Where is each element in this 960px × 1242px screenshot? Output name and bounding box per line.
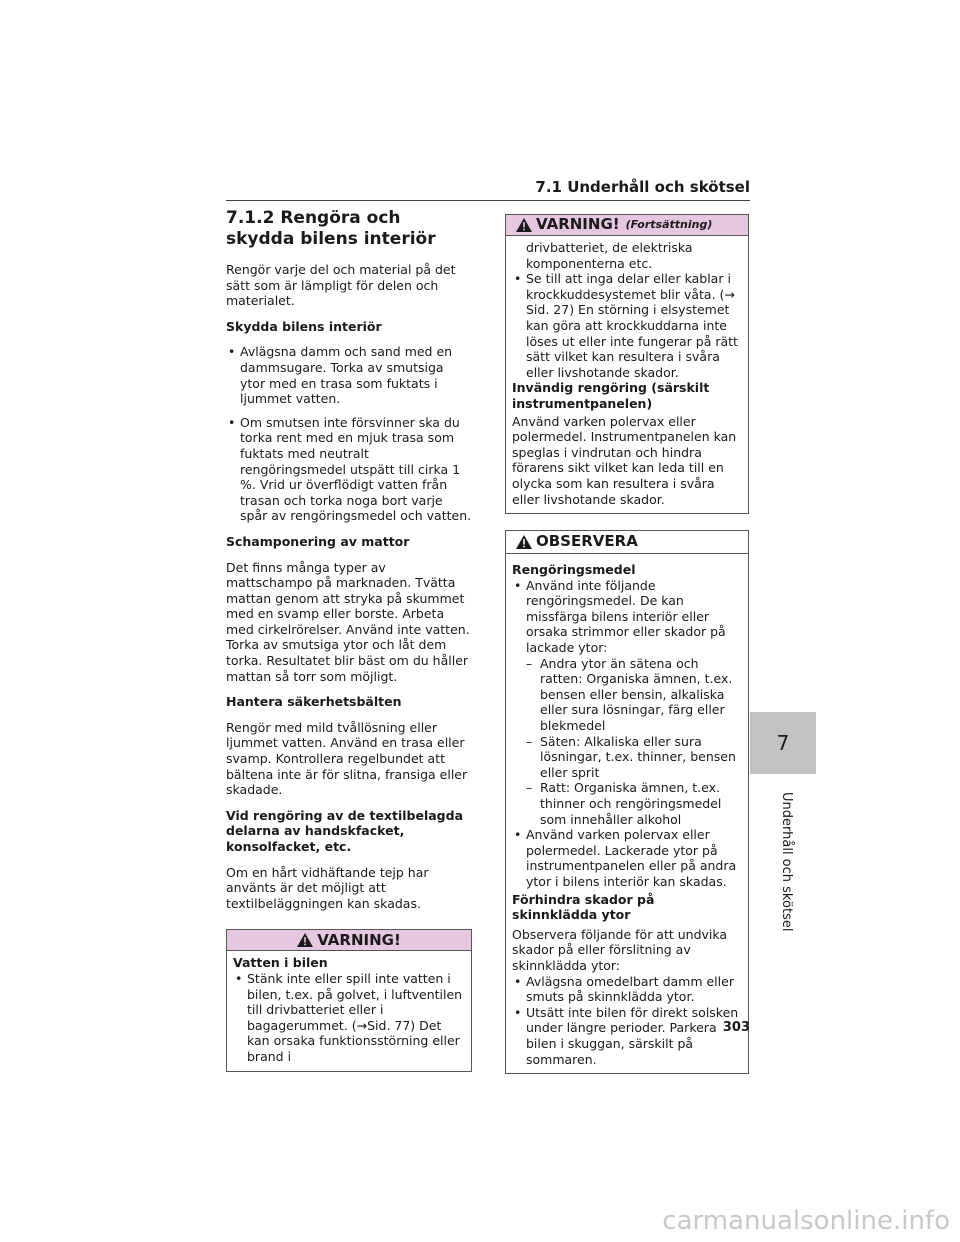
notice-box — [505, 530, 749, 1074]
warning-continued-body — [506, 236, 748, 513]
notice-label: OBSERVERA — [536, 532, 638, 551]
warning-header — [227, 930, 471, 951]
leather-text: Observera följande för att undvika skador på eller förslitning av skinnklädda ytor: — [512, 926, 728, 973]
protect-heading: Skydda bilens interiör — [226, 318, 382, 334]
interior-cleaning-heading: Invändig rengöring (särskilt instrumentpanelen) — [512, 380, 710, 411]
warning-continued-header — [506, 215, 748, 236]
cleaning-agents-heading: Rengöringsmedel — [512, 562, 636, 578]
warning-box — [226, 929, 472, 1071]
textile-heading: Vid rengöring av de textilbelagda delarna av handskfacket, konsolfacket, etc. — [226, 807, 464, 854]
dash-item: – Ratt: Organiska ämnen, t.ex. thinner och rengöringsmedel som innehåller alkohol — [526, 780, 742, 827]
protect-list — [226, 344, 472, 524]
continued-text: drivbatteriet, de elektriska komponenterna etc. — [526, 240, 693, 271]
list-item: • Stänk inte eller spill inte vatten i bilen, t.ex. på golvet, i luftventilen till drivbatteriet eller i bagagerummet. (→Sid. 77) Det kan orsaka funktionsstörning eller brand i — [233, 971, 465, 1065]
list-item: • Se till att inga delar eller kablar i krockkuddesystemet blir våta. (→ Sid. 27) En störning i elsystemet kan göra att krockkuddarna inte löses ut eller inte fungerar på rätt sätt vilket kan resultera i svåra eller livshotande skador. — [512, 271, 742, 380]
mats-text: Det finns många typer av mattschampo på marknaden. Tvätta mattan genom att stryka på skummet med en svamp eller borste. Arbeta med cirkelrörelser. Använd inte vatten. Torka av smutsiga ytor och låt dem torka. Resultatet blir bäst om du håller mattan så torr som möjligt. — [226, 559, 470, 684]
mats-heading: Schamponering av mattor — [226, 533, 410, 549]
textile-text: Om en hårt vidhäftande tejp har använts är det möjligt att textilbeläggningen kan skadas. — [226, 864, 429, 911]
chapter-tab-label: Underhåll och skötsel — [779, 792, 794, 932]
header-title: 7.1 Underhåll och skötsel — [535, 178, 750, 196]
notice-body — [506, 554, 748, 1073]
warning-continued-box — [505, 214, 749, 514]
chapter-tab: 7 — [750, 712, 816, 774]
list-item-text: Använd inte följande rengöringsmedel. De kan missfärga bilens interiör eller orsaka strimmor eller skador på lackade ytor: — [526, 577, 726, 656]
notice-list-1 — [512, 578, 742, 890]
warning-label: VARNING! — [536, 215, 620, 234]
warning-icon — [297, 933, 313, 947]
continuation-label: (Fortsättning) — [625, 218, 713, 232]
list-item: • Utsätt inte bilen för direkt solsken under längre perioder. Parkera bilen i skuggan, särskilt på sommaren. — [512, 1005, 742, 1067]
list-item: • Om smutsen inte försvinner ska du torka rent med en mjuk trasa som fuktats med neutralt rengöringsmedel utspätt till cirka 1 %. Vrid ur överflödigt vatten från trasan och torka noga bort varje spår av rengöringsmedel och vatten. — [226, 415, 472, 524]
dash-item: – Andra ytor än sätena och ratten: Organiska ämnen, t.ex. bensen eller bensin, alkaliska eller sura lösningar, färg eller blekmedel — [526, 656, 742, 734]
page-number: 303 — [722, 1020, 750, 1035]
watermark: carmanualsonline.info — [662, 1206, 950, 1236]
warning-icon — [516, 218, 532, 232]
warning-cont-list — [512, 271, 742, 380]
warning-list — [233, 971, 465, 1065]
warning-label: VARNING! — [317, 930, 401, 949]
dash-list — [526, 656, 742, 828]
list-item — [512, 578, 742, 828]
notice-list-2 — [512, 974, 742, 1068]
list-item: • Avlägsna omedelbart damm eller smuts på skinnklädda ytor. — [512, 974, 742, 1005]
caution-icon — [516, 535, 532, 549]
intro-text: Rengör varje del och material på det sätt som är lämpligt för delen och materialet. — [226, 262, 456, 309]
belts-heading: Hantera säkerhetsbälten — [226, 694, 402, 710]
interior-cleaning-text: Använd varken polervax eller polermedel. Instrumentpanelen kan speglas i vindrutan och hindra förarens sikt vilket kan leda till en olycka som kan resultera i svåra eller livshotande skador. — [512, 413, 737, 507]
left-column — [226, 208, 472, 1072]
list-item: • Avlägsna damm och sand med en dammsugare. Torka av smutsiga ytor med en trasa som fuktats i ljummet vatten. — [226, 344, 472, 406]
list-item: • Använd varken polervax eller polermedel. Lackerade ytor på instrumentpanelen eller på andra ytor i bilens interiör kan skadas. — [512, 827, 742, 889]
leather-heading: Förhindra skador på skinnklädda ytor — [512, 891, 655, 923]
belts-text: Rengör med mild tvållösning eller ljummet vatten. Använd en trasa eller svamp. Kontrollera regelbundet att bältena inte är för slitna, fransiga eller skadade. — [226, 719, 468, 798]
warning-heading: Vatten i bilen — [233, 955, 328, 971]
dash-item: – Säten: Alkaliska eller sura lösningar, t.ex. thinner, bensen eller sprit — [526, 734, 742, 781]
section-title: 7.1.2 Rengöra och skydda bilens interiör — [226, 208, 436, 249]
right-column — [505, 214, 749, 1074]
header-divider — [226, 200, 750, 201]
notice-header — [506, 531, 748, 554]
warning-body — [227, 951, 471, 1070]
